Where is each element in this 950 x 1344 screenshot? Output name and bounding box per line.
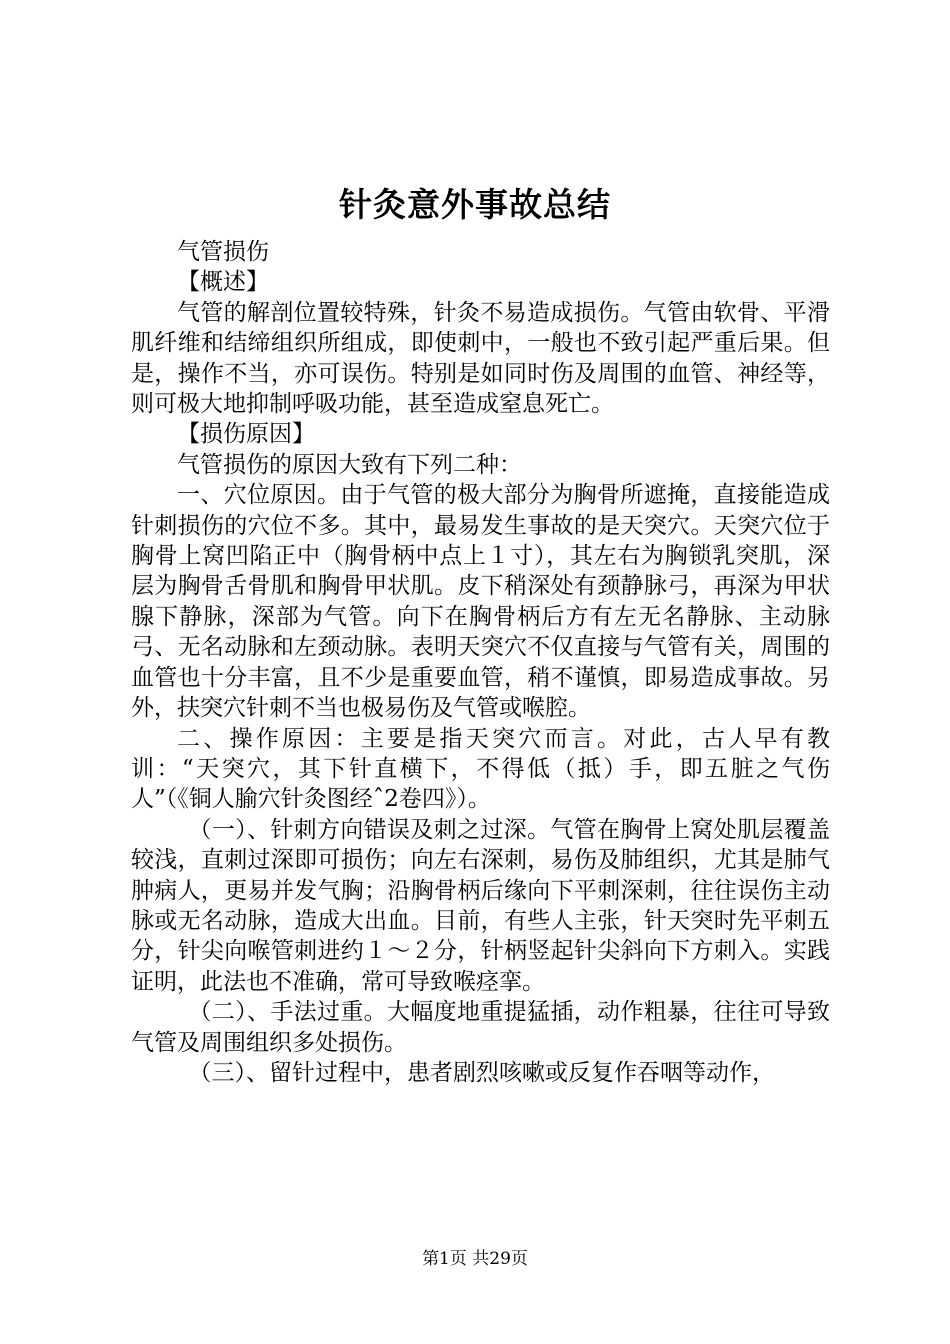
paragraph-operation-cause: 二、操作原因：主要是指天突穴而言。对此，古人早有教训：“天突穴，其下针直横下，不得低（抵）手，即五脏之气伤人”（《铜人腧穴针灸图经ˆ2卷四》）。 — [131, 725, 830, 813]
section-heading-overview: 【概述】 — [177, 269, 269, 296]
section-heading-tracheal-injury: 气管损伤 — [177, 239, 269, 265]
paragraph-acupoint-cause: 一、穴位原因。由于气管的极大部分为胸骨所遮掩，直接能造成针刺损伤的穴位不多。其中，最易发生事故的是天突穴。天突穴位于胸骨上窝凹陷正中（胸骨柄中点上１寸），其左右为胸锁乳突肌，深层为胸骨舌骨肌和胸骨甲状肌。皮下稍深处有颈静脉弓，再深为甲状腺下静脉，深部为气管。向下在胸骨柄后方有左无名静脉、主动脉弓、无名动脉和左颈动脉。表明天突穴不仅直接与气管有关，周围的血管也十分丰富，且不少是重要血管，稍不谨慎，即易造成事故。另外，扶突穴针刺不当也极易伤及气管或喉腔。 — [131, 482, 830, 722]
paragraph-needle-retention: （三）、留针过程中，患者剧烈咳嗽或反复作吞咽等动作， — [188, 1059, 775, 1086]
document-body — [131, 237, 830, 1088]
paragraph-needle-direction: （一）、针刺方向错误及刺之过深。气管在胸骨上窝处肌层覆盖较浅，直刺过深即可损伤；向左右深刺，易伤及肺组织，尤其是肺气肿病人，更易并发气胸；沿胸骨柄后缘向下平刺深刺，往往误伤主动脉或无名动脉，造成大出血。目前，有些人主张，针天突时先平刺五分，针尖向喉管刺进约１～２分，针柄竖起针尖斜向下方刺入。实践证明，此法也不准确，常可导致喉痉挛。 — [131, 816, 830, 995]
section-heading-injury-causes: 【损伤原因】 — [177, 421, 315, 448]
paragraph-heavy-technique: （二）、手法过重。大幅度地重提猛插，动作粗暴，往往可导致气管及周围组织多处损伤。 — [131, 999, 830, 1056]
page-number-footer: 第1页 共29页 — [422, 1249, 528, 1269]
paragraph-overview: 气管的解剖位置较特殊，针灸不易造成损伤。气管由软骨、平滑肌纤维和结缔组织所组成，即使刺中，一般也不致引起严重后果。但是，操作不当，亦可误伤。特别是如同时伤及周围的血管、神经等，则可极大地抑制呼吸功能，甚至造成窒息死亡。 — [131, 299, 830, 418]
paragraph-causes-intro: 气管损伤的原因大致有下列二种： — [177, 451, 522, 478]
document-title: 针灸意外事故总结 — [339, 185, 611, 224]
